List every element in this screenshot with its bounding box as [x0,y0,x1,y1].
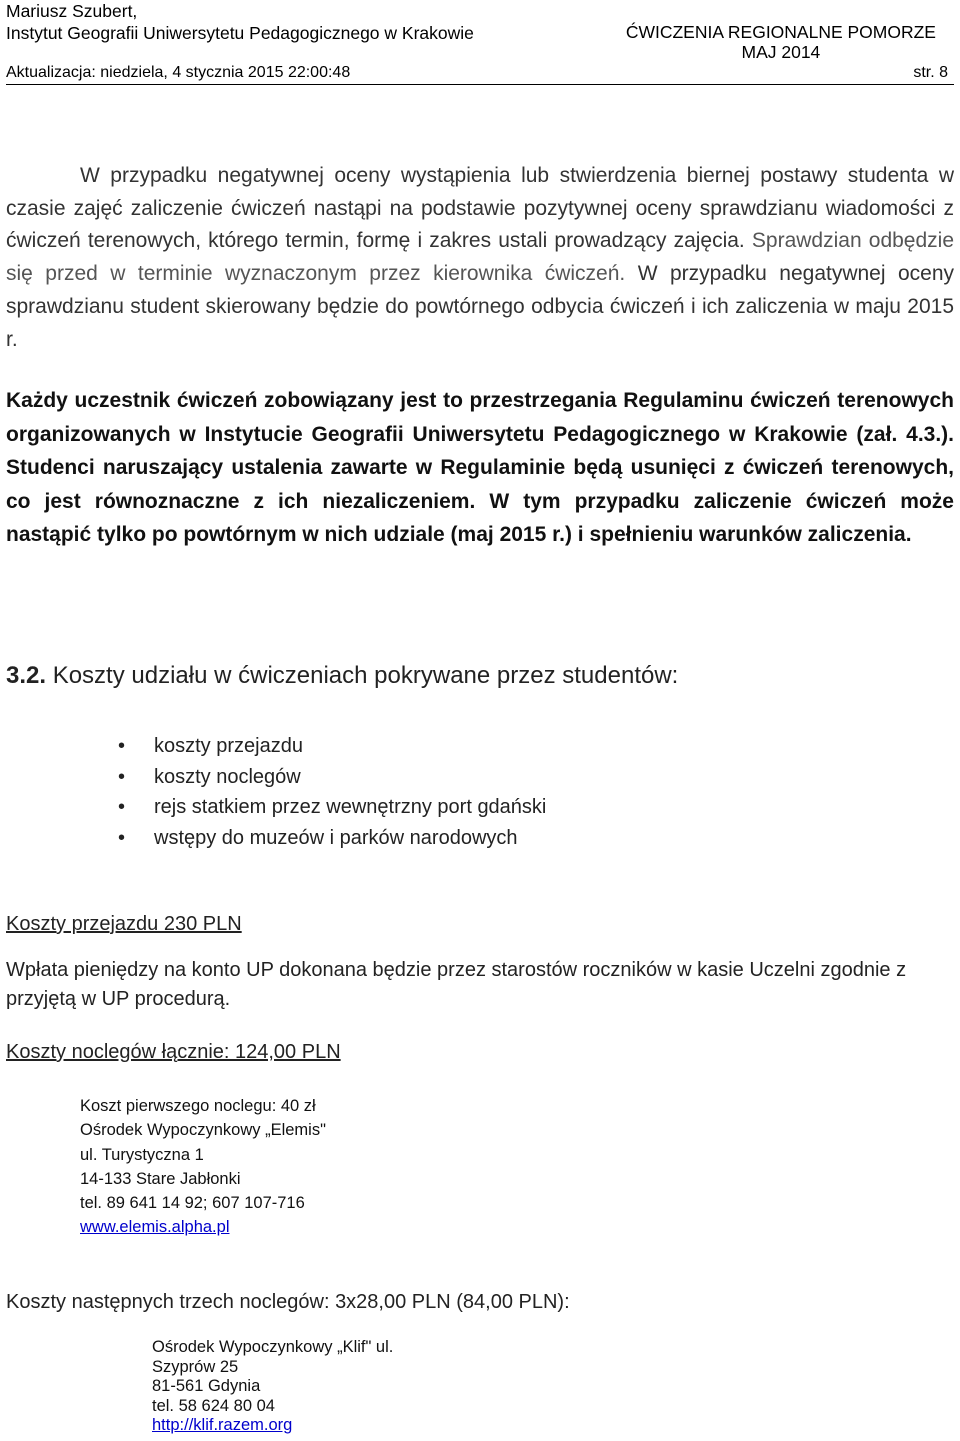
paragraph-assessment [6,160,954,356]
lodging-1-website-link[interactable]: www.elemis.alpha.pl [80,1218,230,1237]
paragraph-part1: W przypadku negatywnej oceny wystąpienia lub stwierdzenia biernej postawy studenta w czasie zajęć zaliczenie ćwiczeń nastąpi na podstawie pozytywnej oceny sprawdzianu wiadomości z ćwiczeń terenowych, którego termin, formę i zakres ustali prowadzący zajęcia. [6,164,954,253]
lodging-1-name: Ośrodek Wypoczynkowy „Elemis" [80,1121,326,1140]
paragraph-assessment-text [6,160,954,356]
lodging-2-phone: tel. 58 624 80 04 [152,1396,275,1415]
paragraph-part2: Sprawdzian odbędzie się przed w terminie wyznaczonym przez kierownika ćwiczeń. [6,229,955,286]
section-heading [6,662,678,690]
header-institute: Instytut Geografii Uniwersytetu Pedagogicznego w Krakowie [6,23,474,43]
lodging-2-street: Szyprów 25 [152,1357,239,1376]
travel-cost-heading: Koszty przejazdu 230 PLN [6,913,242,935]
header-author: Mariusz Szubert, [6,1,138,21]
header-event-date: MAJ 2014 [741,42,821,62]
header-event [626,22,936,62]
lodging-cost-heading: Koszty noclegów łącznie: 124,00 PLN [6,1041,341,1063]
next-nights-cost: Koszty następnych trzech noclegów: 3x28,00 PLN (84,00 PLN): [6,1291,570,1313]
cost-list [118,731,546,854]
paragraph-part3: W przypadku negatywnej oceny sprawdzianu student skierowany będzie do powtórnego odbycia ćwiczeń i ich zaliczenia w maju 2015 r. [6,262,955,351]
lodging-address-2 [152,1338,452,1436]
list-item: • koszty przejazdu [118,731,546,762]
lodging-1-street: ul. Turystyczna 1 [80,1145,204,1164]
payment-info: Wpłata pieniędzy na konto UP dokonana będzie przez starostów roczników w kasie Uczelni zgodnie z przyjętą w UP procedurą. [6,959,907,1010]
first-night-cost: Koszt pierwszego noclegu: 40 zł [80,1097,316,1115]
lodging-address-1 [80,1094,326,1240]
lodging-2-city: 81-561 Gdynia [152,1377,261,1395]
header-event-title: ĆWICZENIA REGIONALNE POMORZE [625,22,936,42]
header-divider [6,84,954,85]
paragraph-regulations: Każdy uczestnik ćwiczeń zobowiązany jest to przestrzegania Regulaminu ćwiczeń terenowych organizowanych w Instytucie Geografii Uniwersytetu Pedagogicznego w Krakowie (zał. 4.3.). Studenci naruszający ustalenia zawarte w Regulaminie będą usunięci z ćwiczeń terenowych, co jest równoznaczne z ich niezaliczeniem. W tym przypadku zaliczenie ćwiczeń może nastąpić tylko po powtórnym w nich udziale (maj 2015 r.) i spełnieniu warunków zaliczenia. [6,389,954,546]
list-item: • rejs statkiem przez wewnętrzny port gdański [118,792,546,823]
section-number: 3.2. [6,662,47,689]
document-header [6,0,474,44]
page-number: str. 8 [913,64,948,81]
lodging-2-name: Ośrodek Wypoczynkowy „Klif" ul. [152,1338,394,1356]
list-item: • wstępy do muzeów i parków narodowych [118,823,546,854]
lodging-1-phone: tel. 89 641 14 92; 607 107-716 [80,1194,305,1213]
list-item: • koszty noclegów [118,762,546,793]
header-update: Aktualizacja: niedziela, 4 stycznia 2015 22:00:48 [6,64,351,81]
section-title: Koszty udziału w ćwiczeniach pokrywane przez studentów: [52,662,679,689]
lodging-1-city: 14-133 Stare Jabłonki [80,1169,241,1188]
lodging-2-website-link[interactable]: http://klif.razem.org [152,1416,293,1434]
